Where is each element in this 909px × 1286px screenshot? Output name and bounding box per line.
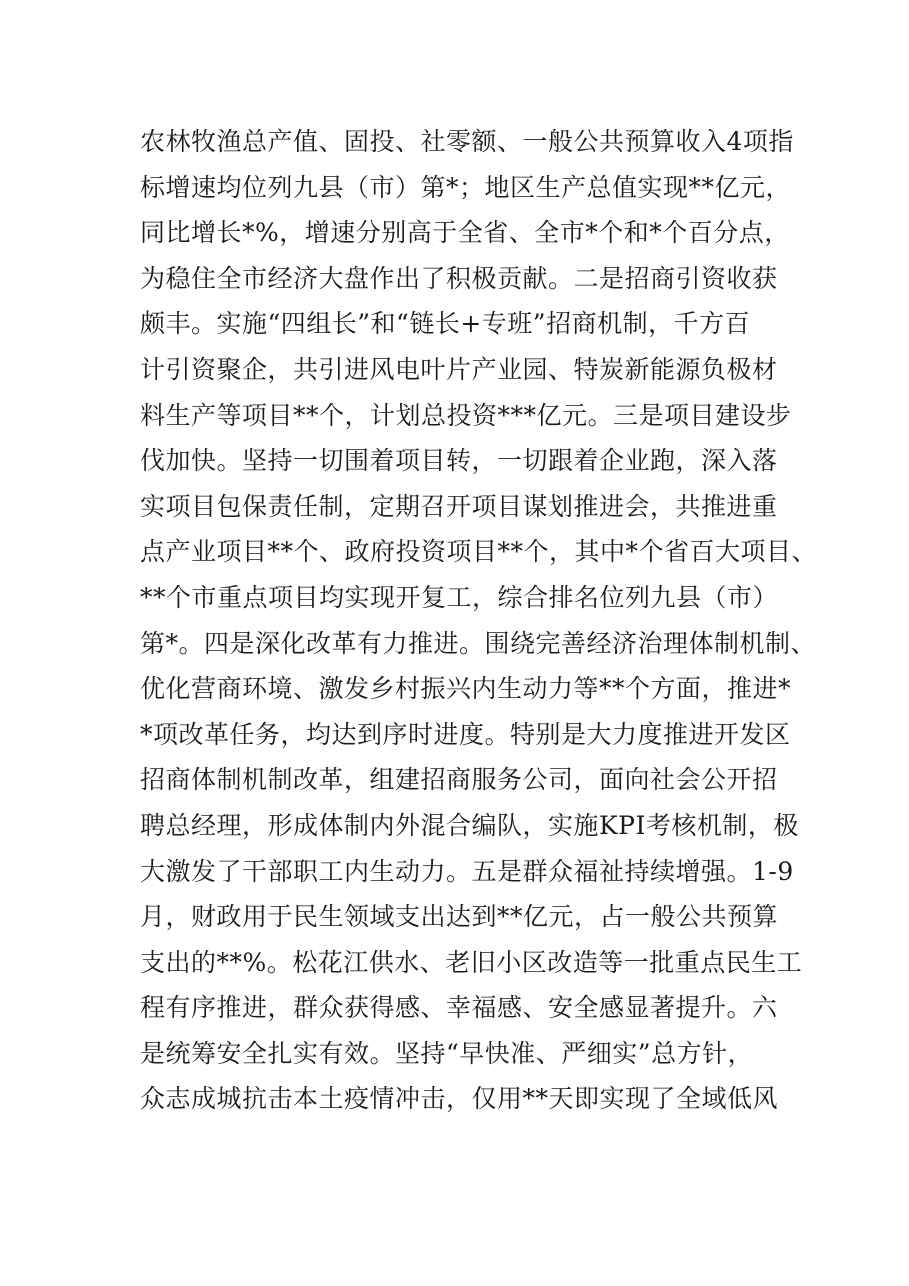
text-line: 月，财政用于民生领域支出达到**亿元，占一般公共预算 bbox=[140, 902, 779, 932]
text-line: 招商体制机制改革，组建招商服务公司，面向社会公开招 bbox=[140, 765, 778, 795]
text-line: 伐加快。坚持一切围着项目转，一切跟着企业跑，深入落 bbox=[140, 446, 778, 476]
text-line: 优化营商环境、激发乡村振兴内生动力等**个方面，推进* bbox=[140, 674, 792, 704]
text-line: 是统筹安全扎实有效。坚持“早快准、严细实”总方针， bbox=[140, 1038, 754, 1068]
text-line: 农林牧渔总产值、固投、社零额、一般公共预算收入4项指 bbox=[140, 127, 794, 156]
text-line: 同比增长*%，增速分别高于全省、全市*个和*个百分点， bbox=[140, 218, 790, 248]
body-paragraph bbox=[140, 119, 818, 1122]
text-line: 实项目包保责任制，定期召开项目谋划推进会，共推进重 bbox=[140, 491, 778, 521]
text-line: 点产业项目**个、政府投资项目**个，其中*个省百大项目、 bbox=[140, 537, 818, 567]
text-line: *项改革任务，均达到序时进度。特别是大力度推进开发区 bbox=[140, 719, 791, 749]
text-line: 大激发了干部职工内生动力。五是群众福祉持续增强。1-9 bbox=[140, 856, 794, 886]
text-line: 标增速均位列九县（市）第*；地区生产总值实现**亿元， bbox=[140, 172, 792, 202]
text-line: 计引资聚企，共引进风电叶片产业园、特炭新能源负极材 bbox=[140, 354, 778, 384]
text-line: 颇丰。实施“四组长”和“链长+专班”招商机制，千方百 bbox=[140, 309, 751, 339]
text-line: 众志成城抗击本土疫情冲击，仅用**天即实现了全域低风 bbox=[140, 1084, 779, 1114]
text-line: 为稳住全市经济大盘作出了积极贡献。二是招商引资收获 bbox=[140, 263, 778, 293]
text-line: 程有序推进，群众获得感、幸福感、安全感显著提升。六 bbox=[140, 993, 778, 1023]
text-line: 支出的**%。松花江供水、老旧小区改造等一批重点民生工 bbox=[140, 947, 803, 977]
text-line: 聘总经理，形成体制内外混合编队，实施KPI考核机制，极 bbox=[140, 810, 799, 840]
text-line: 料生产等项目**个，计划总投资***亿元。三是项目建设步 bbox=[140, 400, 792, 430]
text-line: 第*。四是深化改革有力推进。围绕完善经济治理体制机制、 bbox=[140, 628, 817, 658]
text-line: **个市重点项目均实现开复工，综合排名位列九县（市） bbox=[140, 582, 779, 612]
